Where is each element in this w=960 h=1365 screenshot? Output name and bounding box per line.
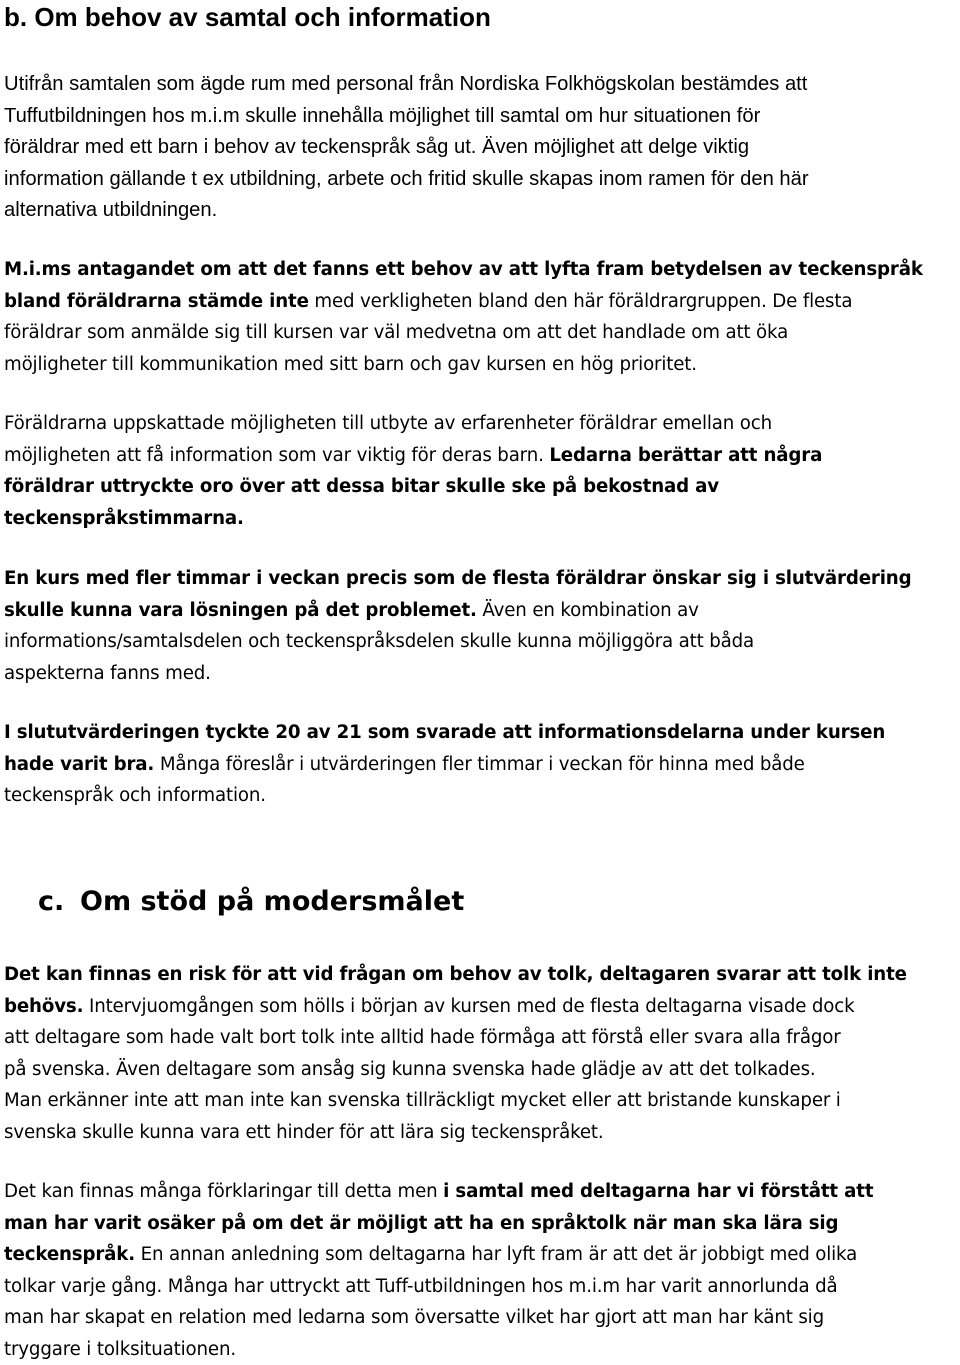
paragraph-line: information gällande t ex utbildning, arbete och fritid skulle skapas inom ramen för den här [4,164,956,196]
normal-text: möjligheten att få information som var viktig för deras barn. [4,445,549,466]
paragraph-line [4,1176,956,1208]
paragraph-line: Utifrån samtalen som ägde rum med personal från Nordiska Folkhögskolan bestämdes att [4,69,956,101]
paragraph-5 [4,717,956,812]
paragraph-line: föräldrar som anmälde sig till kursen var väl medvetna om att det handlade om att öka [4,317,956,349]
paragraph-line: tolkar varje gång. Många har uttryckt att Tuff-utbildningen hos m.i.m har varit annorlunda då [4,1271,956,1303]
paragraph-2 [4,254,956,380]
bold-text: I slututvärderingen tyckte 20 av 21 som svarade att informationsdelarna under kursen [4,722,885,743]
bold-text: teckenspråkstimmarna. [4,508,244,529]
heading-b: b. Om behov av samtal och information [4,2,491,32]
bold-text: behövs. [4,996,83,1017]
paragraph-6 [4,959,956,1148]
normal-text: En annan anledning som deltagarna har lyft fram är att det är jobbigt med olika [135,1244,857,1265]
paragraph-line: man har skapat en relation med ledarna som översatte vilket har gjort att man har känt sig [4,1302,956,1334]
paragraph-line [4,286,956,318]
paragraph-line: informations/samtalsdelen och teckenspråksdelen skulle kunna möjliggöra att båda [4,626,956,658]
paragraph-line [4,991,956,1023]
bold-text: man har varit osäker på om det är möjligt att ha en språktolk när man ska lära sig [4,1213,838,1234]
normal-text: Även en kombination av [477,600,699,621]
paragraph-line [4,749,956,781]
paragraph-line: svenska skulle kunna vara ett hinder för att lära sig teckenspråket. [4,1117,956,1149]
paragraph-line [4,959,956,991]
paragraph-line [4,440,956,472]
paragraph-line [4,1208,956,1240]
bold-text: M.i.ms antagandet om att det fanns ett behov av att lyfta fram betydelsen av teckenspråk [4,259,923,280]
normal-text: med verkligheten bland den här föräldrargruppen. De flesta [309,291,853,312]
bold-text: hade varit bra. [4,754,154,775]
paragraph-line [4,254,956,286]
bold-text: Ledarna berättar att några [549,445,822,466]
bold-text: föräldrar uttryckte oro över att dessa bitar skulle ske på bekostnad av [4,476,719,497]
paragraph-line: att deltagare som hade valt bort tolk inte alltid hade förmåga att förstå eller svara alla frågor [4,1022,956,1054]
normal-text: Det kan finnas många förklaringar till detta men [4,1181,443,1202]
paragraph-7 [4,1176,956,1365]
normal-text: Intervjuomgången som hölls i början av kursen med de flesta deltagarna visade dock [83,996,854,1017]
paragraph-line [4,595,956,627]
paragraph-line: Föräldrarna uppskattade möjligheten till utbyte av erfarenheter föräldrar emellan och [4,408,956,440]
normal-text: Många föreslår i utvärderingen fler timmar i veckan för hinna med både [154,754,804,775]
paragraph-line: Man erkänner inte att man inte kan svenska tillräckligt mycket eller att bristande kunskaper i [4,1085,956,1117]
paragraph-line [4,563,956,595]
paragraph-line [4,471,956,503]
paragraph-line [4,717,956,749]
paragraph-line: alternativa utbildningen. [4,195,956,227]
heading-c [38,886,464,918]
paragraph-3 [4,408,956,534]
bold-text: i samtal med deltagarna har vi förstått att [443,1181,873,1202]
bold-text: bland föräldrarna stämde inte [4,291,309,312]
paragraph-4 [4,563,956,689]
paragraph-line: på svenska. Även deltagare som ansåg sig kunna svenska hade glädje av att det tolkades. [4,1054,956,1086]
paragraph-line: föräldrar med ett barn i behov av teckenspråk såg ut. Även möjlighet att delge viktig [4,132,956,164]
paragraph-line: teckenspråk och information. [4,780,956,812]
bold-text: Det kan finnas en risk för att vid frågan om behov av tolk, deltagaren svarar att tolk inte [4,964,907,985]
bold-text: skulle kunna vara lösningen på det problemet. [4,600,477,621]
bold-text: teckenspråk. [4,1244,135,1265]
section-number: c. [38,886,80,918]
paragraph-line: möjligheter till kommunikation med sitt barn och gav kursen en hög prioritet. [4,349,956,381]
paragraph-line [4,1239,956,1271]
paragraph-line: aspekterna fanns med. [4,658,956,690]
paragraph-line [4,503,956,535]
section-title: Om stöd på modersmålet [80,886,464,917]
paragraph-line: Tuffutbildningen hos m.i.m skulle innehålla möjlighet till samtal om hur situationen för [4,101,956,133]
paragraph-1 [4,69,956,227]
paragraph-line: tryggare i tolksituationen. [4,1334,956,1365]
bold-text: En kurs med fler timmar i veckan precis som de flesta föräldrar önskar sig i slutvärdering [4,568,911,589]
